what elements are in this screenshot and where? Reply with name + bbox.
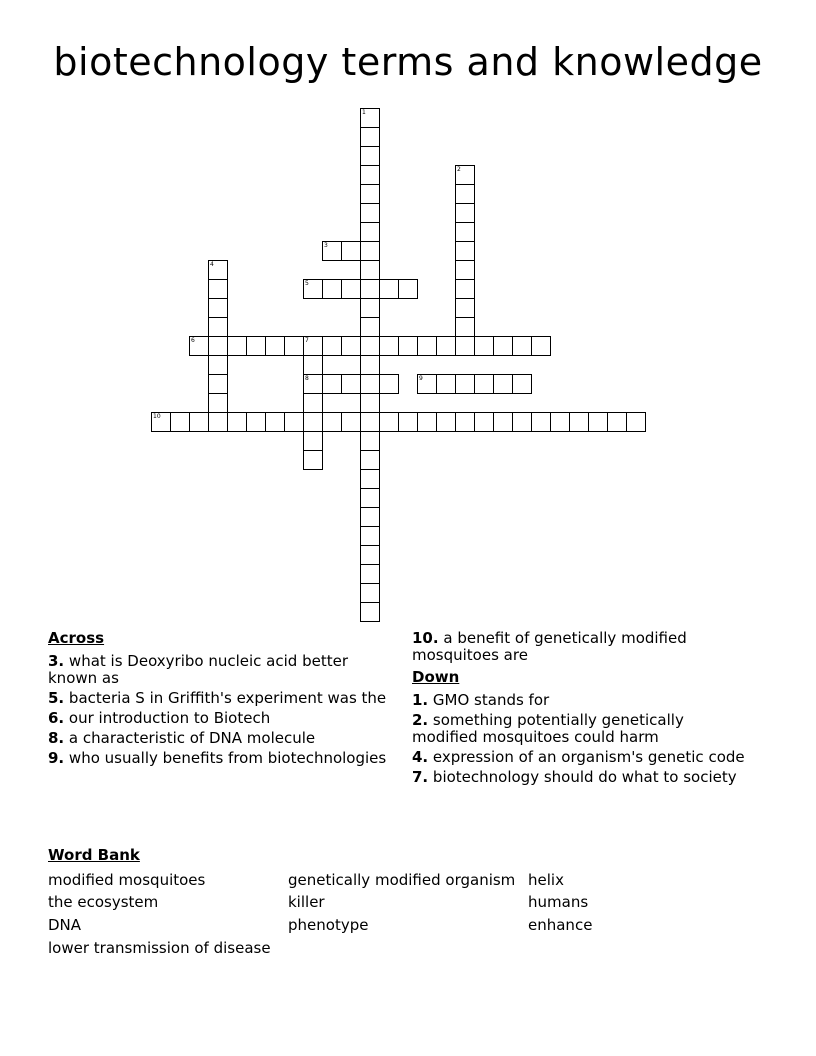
- word-bank-item: the ecosystem: [48, 893, 159, 911]
- down-heading: Down: [412, 668, 460, 686]
- crossword-cell[interactable]: [265, 412, 285, 432]
- crossword-cell[interactable]: [208, 412, 228, 432]
- word-bank: [48, 846, 768, 970]
- crossword-cell[interactable]: [417, 336, 437, 356]
- crossword-cell[interactable]: [417, 374, 437, 394]
- crossword-cell[interactable]: [455, 412, 475, 432]
- cell-number: 6: [191, 337, 195, 344]
- clue-text: bacteria S in Griffith's experiment was the: [68, 689, 387, 707]
- crossword-cell[interactable]: [208, 336, 228, 356]
- crossword-cell[interactable]: [284, 412, 304, 432]
- crossword-cell[interactable]: [360, 317, 380, 337]
- cell-number: 7: [305, 337, 309, 344]
- clues-column-left: [48, 630, 388, 770]
- crossword-cell[interactable]: [208, 393, 228, 413]
- crossword-cell[interactable]: [360, 602, 380, 622]
- clue-text: biotechnology should do what to society: [432, 768, 737, 786]
- clue-number: 6.: [48, 709, 65, 727]
- clue-across-10: [412, 630, 752, 664]
- word-bank-item: modified mosquitoes: [48, 871, 206, 889]
- crossword-cell[interactable]: [360, 298, 380, 318]
- crossword-cell[interactable]: [360, 336, 380, 356]
- clue-text: expression of an organism's genetic code: [432, 748, 745, 766]
- crossword-cell[interactable]: [531, 412, 551, 432]
- crossword-cell[interactable]: [512, 374, 532, 394]
- word-bank-list: [48, 870, 768, 970]
- clue-number: 10.: [412, 629, 439, 647]
- clue-text: a characteristic of DNA molecule: [68, 729, 316, 747]
- clue-text: what is Deoxyribo nucleic acid better known as: [48, 652, 348, 687]
- clue-number: 4.: [412, 748, 429, 766]
- page-title: biotechnology terms and knowledge: [53, 40, 763, 84]
- crossword-cell[interactable]: [360, 526, 380, 546]
- clue-down-4: [412, 749, 752, 766]
- crossword-cell[interactable]: [341, 336, 361, 356]
- word-bank-item: enhance: [528, 916, 593, 934]
- crossword-cell[interactable]: [322, 241, 342, 261]
- clue-number: 5.: [48, 689, 65, 707]
- crossword-cell[interactable]: [455, 203, 475, 223]
- crossword-cell[interactable]: [550, 412, 570, 432]
- crossword-cell[interactable]: [208, 355, 228, 375]
- crossword-cell[interactable]: [493, 336, 513, 356]
- crossword-cell[interactable]: [455, 336, 475, 356]
- crossword-cell[interactable]: [569, 412, 589, 432]
- crossword-cell[interactable]: [360, 355, 380, 375]
- crossword-cell[interactable]: [455, 165, 475, 185]
- crossword-cell[interactable]: [303, 374, 323, 394]
- crossword-cell[interactable]: [360, 564, 380, 584]
- clue-number: 2.: [412, 711, 429, 729]
- crossword-cell[interactable]: [360, 469, 380, 489]
- crossword-cell[interactable]: [360, 450, 380, 470]
- crossword-cell[interactable]: [341, 279, 361, 299]
- crossword-cell[interactable]: [303, 279, 323, 299]
- crossword-cell[interactable]: [189, 412, 209, 432]
- crossword-cell[interactable]: [360, 222, 380, 242]
- crossword-cell[interactable]: [455, 241, 475, 261]
- cell-number: 2: [457, 166, 461, 173]
- crossword-cell[interactable]: [303, 431, 323, 451]
- crossword-cell[interactable]: [607, 412, 627, 432]
- clue-across-6: [48, 710, 388, 727]
- crossword-cell[interactable]: [493, 412, 513, 432]
- crossword-cell[interactable]: [436, 412, 456, 432]
- crossword-cell[interactable]: [360, 127, 380, 147]
- word-bank-item: killer: [288, 893, 325, 911]
- clue-number: 1.: [412, 691, 429, 709]
- clue-down-1: [412, 692, 752, 709]
- crossword-cell[interactable]: [379, 279, 399, 299]
- crossword-cell[interactable]: [360, 393, 380, 413]
- crossword-cell[interactable]: [208, 260, 228, 280]
- crossword-cell[interactable]: [474, 412, 494, 432]
- clue-text: our introduction to Biotech: [68, 709, 271, 727]
- crossword-cell[interactable]: [341, 412, 361, 432]
- crossword-cell[interactable]: [455, 184, 475, 204]
- crossword-cell[interactable]: [455, 317, 475, 337]
- cell-number: 3: [324, 242, 328, 249]
- crossword-cell[interactable]: [265, 336, 285, 356]
- crossword-cell[interactable]: [322, 412, 342, 432]
- clue-across-9: [48, 750, 388, 767]
- crossword-cell[interactable]: [360, 279, 380, 299]
- crossword-cell[interactable]: [151, 412, 171, 432]
- crossword-cell[interactable]: [360, 146, 380, 166]
- crossword-cell[interactable]: [512, 412, 532, 432]
- crossword-cell[interactable]: [208, 279, 228, 299]
- crossword-cell[interactable]: [588, 412, 608, 432]
- crossword-cell[interactable]: [341, 374, 361, 394]
- crossword-cell[interactable]: [474, 374, 494, 394]
- crossword-cell[interactable]: [360, 203, 380, 223]
- crossword-cell[interactable]: [379, 374, 399, 394]
- clue-number: 3.: [48, 652, 65, 670]
- clue-across-5: [48, 690, 388, 707]
- crossword-cell[interactable]: [398, 412, 418, 432]
- crossword-cell[interactable]: [341, 241, 361, 261]
- crossword-cell[interactable]: [303, 393, 323, 413]
- clue-text: a benefit of genetically modified mosquitoes are: [412, 629, 687, 664]
- crossword-cell[interactable]: [455, 298, 475, 318]
- crossword-cell[interactable]: [360, 241, 380, 261]
- cell-number: 1: [362, 109, 366, 116]
- word-bank-item: lower transmission of disease: [48, 939, 271, 957]
- crossword-cell[interactable]: [360, 507, 380, 527]
- crossword-cell[interactable]: [227, 336, 247, 356]
- clue-across-3: [48, 653, 388, 687]
- crossword-cell[interactable]: [360, 412, 380, 432]
- crossword-cell[interactable]: [455, 222, 475, 242]
- crossword-cell[interactable]: [208, 374, 228, 394]
- crossword-cell[interactable]: [455, 374, 475, 394]
- crossword-cell[interactable]: [360, 165, 380, 185]
- clue-text: who usually benefits from biotechnologies: [68, 749, 387, 767]
- word-bank-item: DNA: [48, 916, 82, 934]
- clue-text: something potentially genetically modified mosquitoes could harm: [412, 711, 684, 746]
- crossword-cell[interactable]: [208, 298, 228, 318]
- crossword-cell[interactable]: [398, 279, 418, 299]
- crossword-cell[interactable]: [360, 488, 380, 508]
- clue-down-2: [412, 712, 752, 746]
- cell-number: 4: [210, 261, 214, 268]
- crossword-cell[interactable]: [246, 412, 266, 432]
- crossword-cell[interactable]: [170, 412, 190, 432]
- clue-number: 8.: [48, 729, 65, 747]
- cell-number: 5: [305, 280, 309, 287]
- crossword-cell[interactable]: [303, 336, 323, 356]
- crossword-cell[interactable]: [436, 374, 456, 394]
- crossword-cell[interactable]: [360, 260, 380, 280]
- crossword-cell[interactable]: [284, 336, 304, 356]
- crossword-cell[interactable]: [303, 355, 323, 375]
- word-bank-item: phenotype: [288, 916, 369, 934]
- crossword-cell[interactable]: [379, 336, 399, 356]
- crossword-cell[interactable]: [455, 279, 475, 299]
- crossword-cell[interactable]: [189, 336, 209, 356]
- clues-column-right: [412, 630, 752, 789]
- clue-across-8: [48, 730, 388, 747]
- crossword-cell[interactable]: [474, 336, 494, 356]
- clue-number: 7.: [412, 768, 429, 786]
- crossword-cell[interactable]: [455, 260, 475, 280]
- crossword-cell[interactable]: [379, 412, 399, 432]
- crossword-cell[interactable]: [322, 279, 342, 299]
- across-heading: Across: [48, 629, 105, 647]
- crossword-cell[interactable]: [227, 412, 247, 432]
- word-bank-item: humans: [528, 893, 589, 911]
- clue-number: 9.: [48, 749, 65, 767]
- crossword-cell[interactable]: [303, 450, 323, 470]
- crossword-cell[interactable]: [531, 336, 551, 356]
- crossword-cell[interactable]: [626, 412, 646, 432]
- crossword-cell[interactable]: [512, 336, 532, 356]
- crossword-cell[interactable]: [360, 184, 380, 204]
- crossword-cell[interactable]: [493, 374, 513, 394]
- cell-number: 8: [305, 375, 309, 382]
- word-bank-item: genetically modified organism: [288, 871, 516, 889]
- crossword-cell[interactable]: [360, 431, 380, 451]
- crossword-cell[interactable]: [322, 374, 342, 394]
- word-bank-item: helix: [528, 871, 564, 889]
- crossword-cell[interactable]: [303, 412, 323, 432]
- crossword-cell[interactable]: [436, 336, 456, 356]
- crossword-cell[interactable]: [360, 374, 380, 394]
- crossword-cell[interactable]: [208, 317, 228, 337]
- clue-down-7: [412, 769, 752, 786]
- crossword-cell[interactable]: [417, 412, 437, 432]
- crossword-cell[interactable]: [322, 336, 342, 356]
- crossword-cell[interactable]: [360, 583, 380, 603]
- crossword-cell[interactable]: [246, 336, 266, 356]
- cell-number: 9: [419, 375, 423, 382]
- crossword-cell[interactable]: [360, 545, 380, 565]
- word-bank-title: Word Bank: [48, 846, 140, 864]
- crossword-cell[interactable]: [360, 108, 380, 128]
- clue-text: GMO stands for: [432, 691, 550, 709]
- cell-number: 10: [153, 413, 161, 420]
- crossword-cell[interactable]: [398, 336, 418, 356]
